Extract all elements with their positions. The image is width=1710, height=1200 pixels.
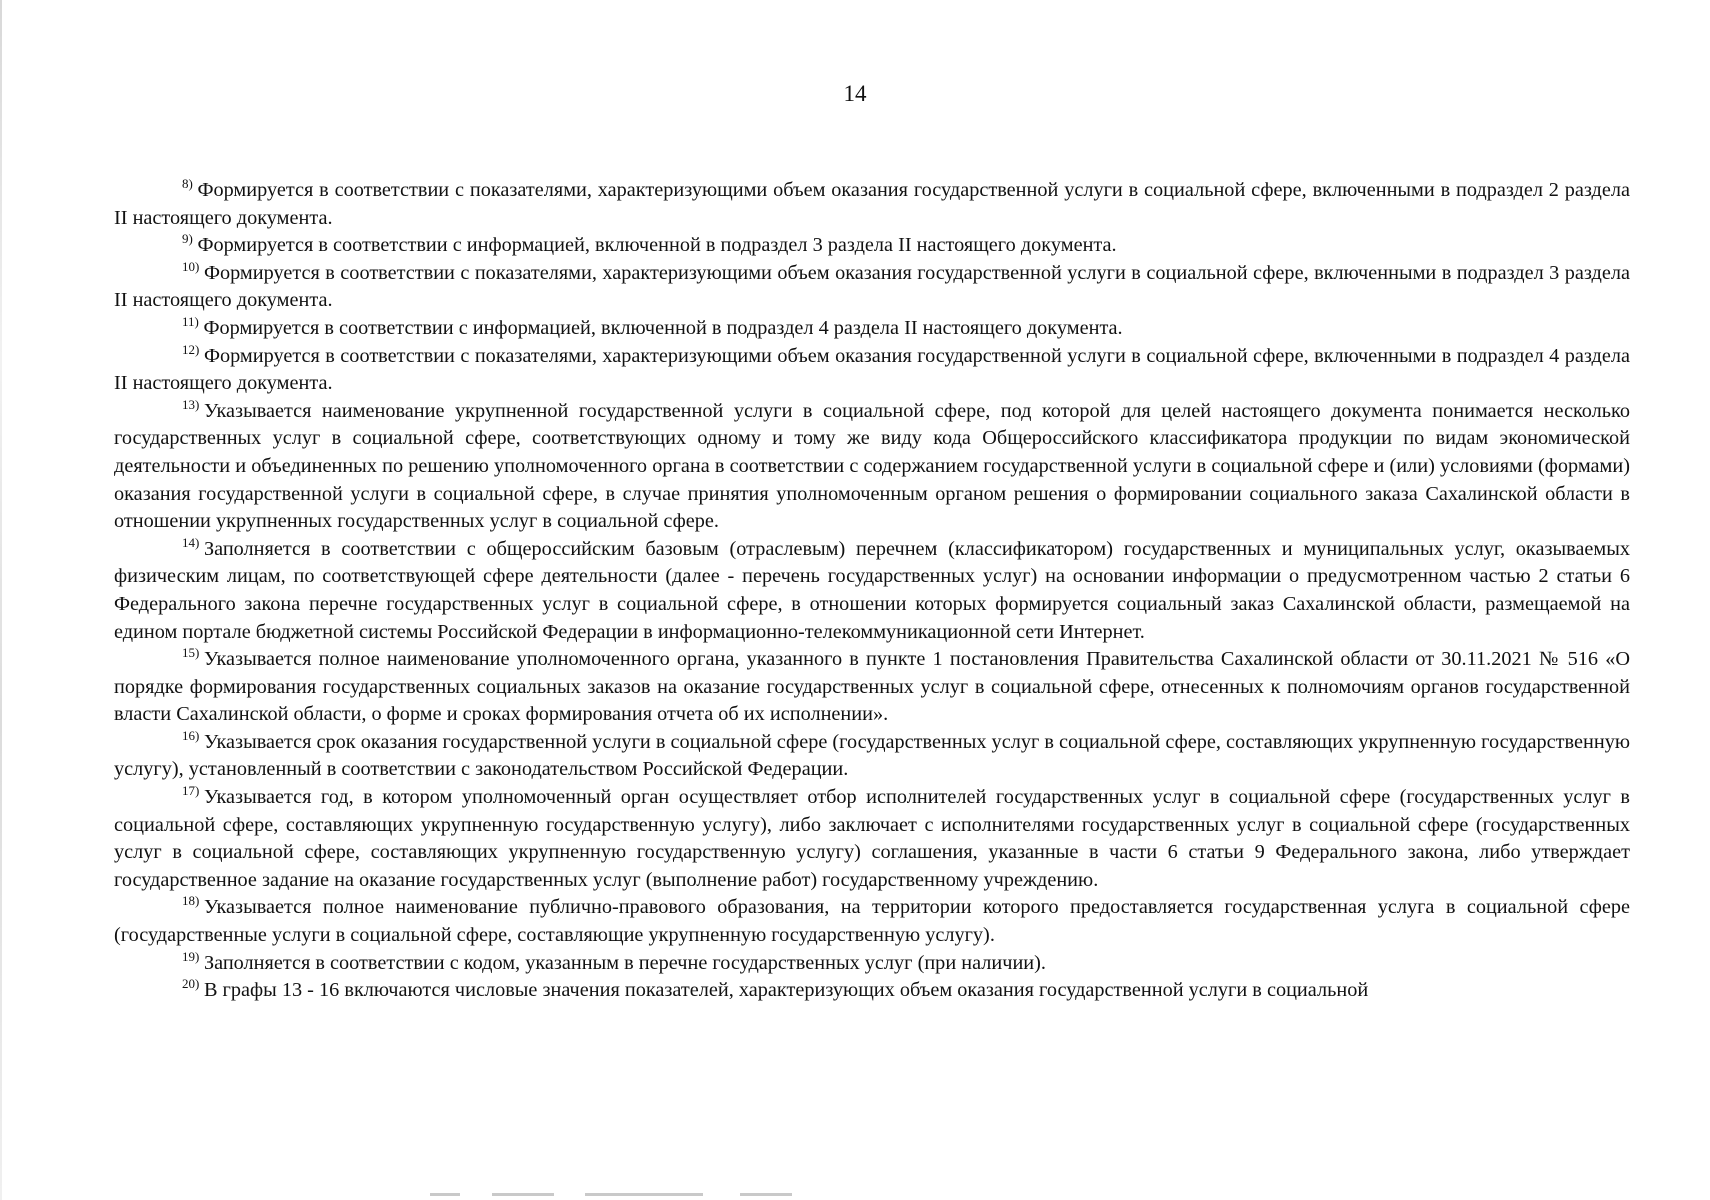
footnote [114,894,1630,949]
footnote-mark: 18) [182,893,202,909]
footnote [114,729,1630,784]
footnote-text: Заполняется в соответствии с кодом, указанным в перечне государственных услуг (при наличии). [203,951,1046,974]
footnote-text: Формируется в соответствии с показателями, характеризующими объем оказания государственной услуги в социальной сфере, включенными в подраздел 4 раздела II настоящего документа. [114,344,1630,395]
footnote [114,950,1630,978]
footnote-mark: 20) [182,976,202,992]
footnote [114,260,1630,315]
footnote-mark: 19) [182,948,202,964]
footnote [114,232,1630,260]
footnote-text: В графы 13 - 16 включаются числовые значения показателей, характеризующих объем оказания государственной услуги в социальной [203,979,1369,1002]
footnote-mark: 16) [182,727,202,743]
footnote [114,646,1630,729]
footnote [114,536,1630,646]
footnote-mark: 9) [182,231,196,247]
footnote-text: Заполняется в соответствии с общероссийским базовым (отраслевым) перечнем (классификатором) государственных и муниципальных услуг, оказываемых физическим лицам, по соответствующей сфере деятельности (далее - перечень государственных услуг) на основании информации о предусмотренном частью 2 статьи 6 Федерального закона перечне государственных услуг в социальной сфере, в отношении которых формируется социальный заказ Сахалинской области, размещаемой на едином портале бюджетной системы Российской Федерации в информационно-телекоммуникационной сети Интернет. [114,537,1630,643]
footnote-mark: 15) [182,645,202,661]
scan-edge [0,0,2,1200]
footnote-text: Формируется в соответствии с информацией, включенной в подраздел 4 раздела II настоящего документа. [203,316,1123,339]
footnote-text: Указывается наименование укрупненной государственной услуги в социальной сфере, под которой для целей настоящего документа понимается несколько государственных услуг в социальной сфере, соответствующих одному и тому же виду кода Общероссийского классификатора продукции по видам экономической деятельности и объединенных по решению уполномоченного органа в соответствии с содержанием государственной услуги в социальной сфере и (или) условиями (формами) оказания государственной услуги в социальной сфере, в случае принятия уполномоченным органом решения о формировании социального заказа Сахалинской области в отношении укрупненных государственных услуг в социальной сфере. [114,399,1630,533]
footnotes-block [114,177,1630,1005]
footnote-mark: 10) [182,258,202,274]
page-number: 14 [843,81,867,106]
scan-smudge [430,1193,460,1196]
footnote-mark: 12) [182,341,202,357]
footnote-mark: 11) [182,313,202,329]
footnote-text: Указывается год, в котором уполномоченный орган осуществляет отбор исполнителей государственных услуг в социальной сфере (государственных услуг в социальной сфере, составляющих укрупненную государственную услугу), либо заключает с исполнителями государственных услуг в социальной сфере (государственных услуг в социальной сфере, составляющих укрупненную государственную услугу) соглашения, указанные в части 6 статьи 9 Федерального закона, либо утверждает государственное задание на оказание государственных услуг (выполнение работ) государственному учреждению. [114,786,1630,891]
footnote-text: Указывается полное наименование уполномоченного органа, указанного в пункте 1 постановления Правительства Сахалинской области от 30.11.2021 № 516 «О порядке формирования государственных социальных заказов на оказание государственных услуг в социальной сфере, отнесенных к полномочиям органов государственной власти Сахалинской области, о форме и сроках формирования отчета об их исполнении». [114,648,1630,726]
footnote-text: Формируется в соответствии с показателями, характеризующими объем оказания государственной услуги в социальной сфере, включенными в подраздел 2 раздела II настоящего документа. [114,179,1630,229]
footnote [114,177,1630,232]
footnote [114,343,1630,398]
footnote-mark: 8) [182,176,196,191]
footnote-mark: 17) [182,783,202,799]
footnote [114,977,1630,1005]
footnote [114,315,1630,343]
scan-artifacts [0,1193,1710,1197]
footnote-text: Формируется в соответствии с информацией, включенной в подраздел 3 раздела II настоящего документа. [197,234,1117,257]
footnote-mark: 14) [182,534,202,550]
scan-smudge [492,1193,554,1196]
footnote-text: Формируется в соответствии с показателями, характеризующими объем оказания государственной услуги в социальной сфере, включенными в подраздел 3 раздела II настоящего документа. [114,261,1630,312]
scan-smudge [740,1193,792,1196]
footnote-text: Указывается полное наименование публично-правового образования, на территории которого предоставляется государственная услуга в социальной сфере (государственные услуги в социальной сфере, составляющие укрупненную государственную услугу). [114,896,1630,947]
footnote [114,784,1630,894]
footnote-text: Указывается срок оказания государственной услуги в социальной сфере (государственных услуг в социальной сфере, составляющих укрупненную государственную услугу), установленный в соответствии с законодательством Российской Федерации. [114,730,1630,781]
footnote-mark: 13) [182,396,202,412]
scan-smudge [585,1193,703,1196]
footnote [114,398,1630,536]
